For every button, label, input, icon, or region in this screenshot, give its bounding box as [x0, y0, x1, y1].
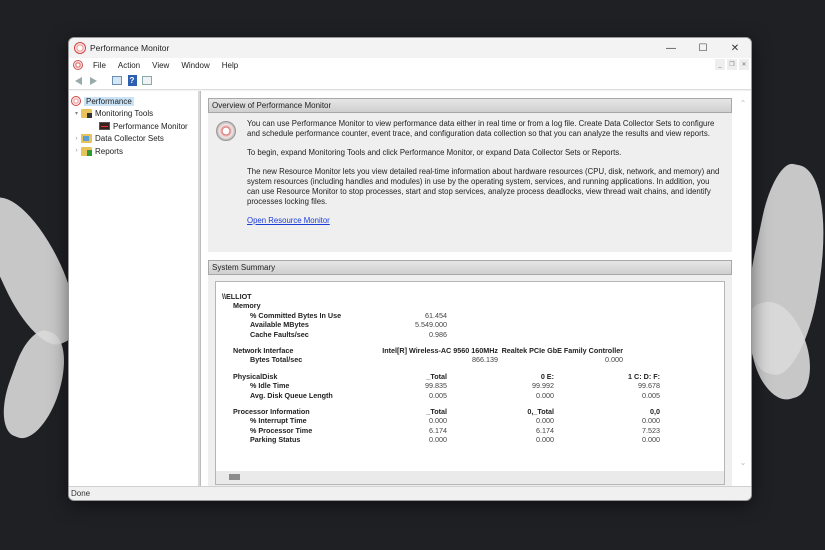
- overview-paragraph: To begin, expand Monitoring Tools and click Performance Monitor, or expand Data Collector Sets or Reports.: [247, 148, 622, 157]
- forward-button[interactable]: [87, 75, 99, 87]
- menu-bar: [69, 58, 751, 72]
- open-resource-monitor-link[interactable]: Open Resource Monitor: [247, 216, 330, 225]
- content-scroll-area: [208, 98, 732, 486]
- counter-value: 0.000: [536, 416, 554, 426]
- table-row: [222, 330, 724, 339]
- counter-value: 99.678: [638, 381, 660, 391]
- overview-paragraph: You can use Performance Monitor to view performance data either in real time or from a log file. Create Data Collector Sets to configure and schedule performance counter, event trace, and configuration data collection so that you can analyze the results and view reports.: [247, 119, 715, 138]
- counter-value: 0.000: [605, 355, 623, 365]
- table-row: [222, 320, 724, 329]
- vertical-scrollbar[interactable]: [735, 91, 751, 486]
- counter-label: % Processor Time: [250, 425, 313, 435]
- window-title: Performance Monitor: [90, 43, 170, 53]
- counter-label: Available MBytes: [250, 320, 309, 330]
- menu-action[interactable]: Action: [117, 60, 141, 70]
- performance-monitor-app-icon: [74, 42, 86, 54]
- performance-monitor-icon: [99, 122, 110, 130]
- counter-label: Cache Faults/sec: [250, 329, 309, 339]
- expand-chevron-icon[interactable]: ›: [75, 148, 78, 155]
- window-controls: [655, 38, 751, 58]
- counter-value: 0.000: [642, 416, 660, 426]
- mdi-controls: [715, 59, 749, 70]
- counter-label: % Idle Time: [250, 381, 290, 391]
- counter-label: Bytes Total/sec: [250, 355, 303, 365]
- table-row: [222, 435, 724, 444]
- help-button[interactable]: [126, 75, 138, 87]
- table-row: [222, 416, 724, 425]
- counter-label: % Committed Bytes In Use: [250, 310, 342, 320]
- tree-item-monitoring-tools[interactable]: [69, 108, 198, 121]
- reports-icon: [81, 147, 92, 156]
- column-header: Realtek PCIe GbE Family Controller: [501, 345, 623, 355]
- close-button[interactable]: ✕: [730, 42, 740, 54]
- column-header: _Total: [426, 406, 447, 416]
- tree-item-performance-monitor[interactable]: [69, 120, 198, 133]
- memory-label: Memory: [233, 301, 261, 311]
- tree-item-reports[interactable]: [69, 145, 198, 158]
- table-header-row: [222, 372, 724, 381]
- console-tree: [69, 91, 200, 486]
- monitoring-tools-folder-icon: [81, 109, 92, 118]
- table-header-row: [222, 407, 724, 416]
- column-header: 0,0: [650, 406, 660, 416]
- counter-value: 0.000: [536, 435, 554, 445]
- back-button[interactable]: [72, 75, 84, 87]
- table-header-row: [222, 346, 724, 355]
- minimize-button[interactable]: —: [666, 42, 676, 54]
- counter-value: 0.000: [536, 390, 554, 400]
- counter-value: 99.992: [532, 381, 554, 391]
- tree-item-label: Performance Monitor: [113, 121, 188, 131]
- status-text: Done: [71, 489, 91, 498]
- tree-item-label: Reports: [95, 146, 124, 156]
- menu-file[interactable]: File: [93, 60, 106, 70]
- counter-label: Parking Status: [250, 435, 301, 445]
- overview-header: Overview of Performance Monitor: [208, 98, 732, 113]
- mdi-minimize-button[interactable]: _: [715, 59, 725, 70]
- counter-value: 99.835: [425, 381, 447, 391]
- overview-body: [208, 113, 732, 252]
- counter-value: 0.000: [429, 416, 447, 426]
- column-header: _Total: [426, 371, 447, 381]
- performance-logo-icon: [216, 121, 236, 141]
- processor-information-label: Processor Information: [233, 406, 310, 416]
- column-header: 0,_Total: [527, 406, 554, 416]
- maximize-button[interactable]: ☐: [698, 42, 708, 54]
- main-area: [69, 91, 751, 486]
- scroll-up-icon[interactable]: ⌃: [739, 99, 747, 108]
- counter-value: 5.549.000: [415, 320, 447, 330]
- show-hide-console-tree-button[interactable]: [111, 75, 123, 87]
- show-hide-action-pane-button[interactable]: [141, 75, 153, 87]
- network-interface-label: Network Interface: [233, 345, 294, 355]
- column-header: 0 E:: [540, 371, 554, 381]
- title-bar[interactable]: [69, 38, 751, 58]
- system-summary-body: [208, 275, 732, 495]
- data-collector-sets-icon: [81, 134, 92, 143]
- machine-name: \\ELLIOT: [222, 292, 252, 301]
- console-tree-icon: [112, 76, 122, 85]
- physical-disk-label: PhysicalDisk: [233, 371, 278, 381]
- overview-paragraph: The new Resource Monitor lets you view detailed real-time information about hardware resources (CPU, disk, network, and memory) and system resources (including handles and modules) in use by the operating system, services, and running applications. In addition, you can use Resource Monitor to stop processes, start and stop services, analyze process deadlocks, view thread wait chains, and identify processes locking files.: [247, 167, 720, 206]
- tree-item-performance[interactable]: [69, 95, 198, 108]
- horizontal-scrollbar[interactable]: [216, 471, 724, 484]
- counter-value: 0.005: [642, 390, 660, 400]
- tree-item-label: Monitoring Tools: [95, 109, 154, 119]
- column-header: Intel[R] Wireless-AC 9560 160MHz: [382, 345, 498, 355]
- counter-value: 6.174: [429, 425, 447, 435]
- system-menu-icon[interactable]: [73, 60, 83, 70]
- content-pane: [200, 91, 751, 486]
- menu-window[interactable]: Window: [181, 60, 210, 70]
- tree-item-label: Performance: [86, 96, 132, 106]
- counter-value: 0.005: [429, 390, 447, 400]
- counter-value: 0.000: [429, 435, 447, 445]
- table-row: [222, 391, 724, 400]
- toolbar: [69, 72, 751, 90]
- mdi-close-button[interactable]: ✕: [739, 59, 749, 70]
- performance-icon: [71, 96, 81, 106]
- counter-value: 7.523: [642, 425, 660, 435]
- system-summary-table: [215, 281, 725, 485]
- status-bar: [69, 486, 751, 500]
- help-icon: ?: [128, 75, 137, 86]
- table-row: [222, 311, 724, 320]
- counter-value: 61.454: [425, 310, 447, 320]
- counter-label: % Interrupt Time: [250, 416, 307, 426]
- action-pane-icon: [142, 76, 152, 85]
- counter-value: 6.174: [536, 425, 554, 435]
- collapse-chevron-icon[interactable]: ▾: [74, 111, 78, 118]
- table-row: [222, 381, 724, 390]
- counter-label: Avg. Disk Queue Length: [250, 390, 333, 400]
- forward-arrow-icon: [90, 77, 97, 85]
- expand-chevron-icon[interactable]: ›: [75, 135, 78, 142]
- back-arrow-icon: [75, 77, 82, 85]
- tree-item-label: Data Collector Sets: [95, 134, 164, 144]
- mdi-restore-button[interactable]: ❐: [727, 59, 737, 70]
- menu-view[interactable]: View: [152, 60, 170, 70]
- horizontal-scroll-thumb[interactable]: [229, 474, 240, 480]
- counter-value: 0.000: [642, 435, 660, 445]
- counter-value: 866.139: [472, 355, 498, 365]
- counter-value: 0.986: [429, 329, 447, 339]
- tree-item-data-collector-sets[interactable]: [69, 133, 198, 146]
- column-header: 1 C: D: F:: [628, 371, 660, 381]
- scroll-down-icon[interactable]: ⌄: [739, 458, 747, 467]
- background-brush-stroke: [0, 325, 77, 445]
- menu-help[interactable]: Help: [221, 60, 239, 70]
- system-summary-header: System Summary: [208, 260, 732, 275]
- table-row: [222, 355, 724, 364]
- performance-monitor-window: [68, 37, 752, 501]
- table-row: [222, 426, 724, 435]
